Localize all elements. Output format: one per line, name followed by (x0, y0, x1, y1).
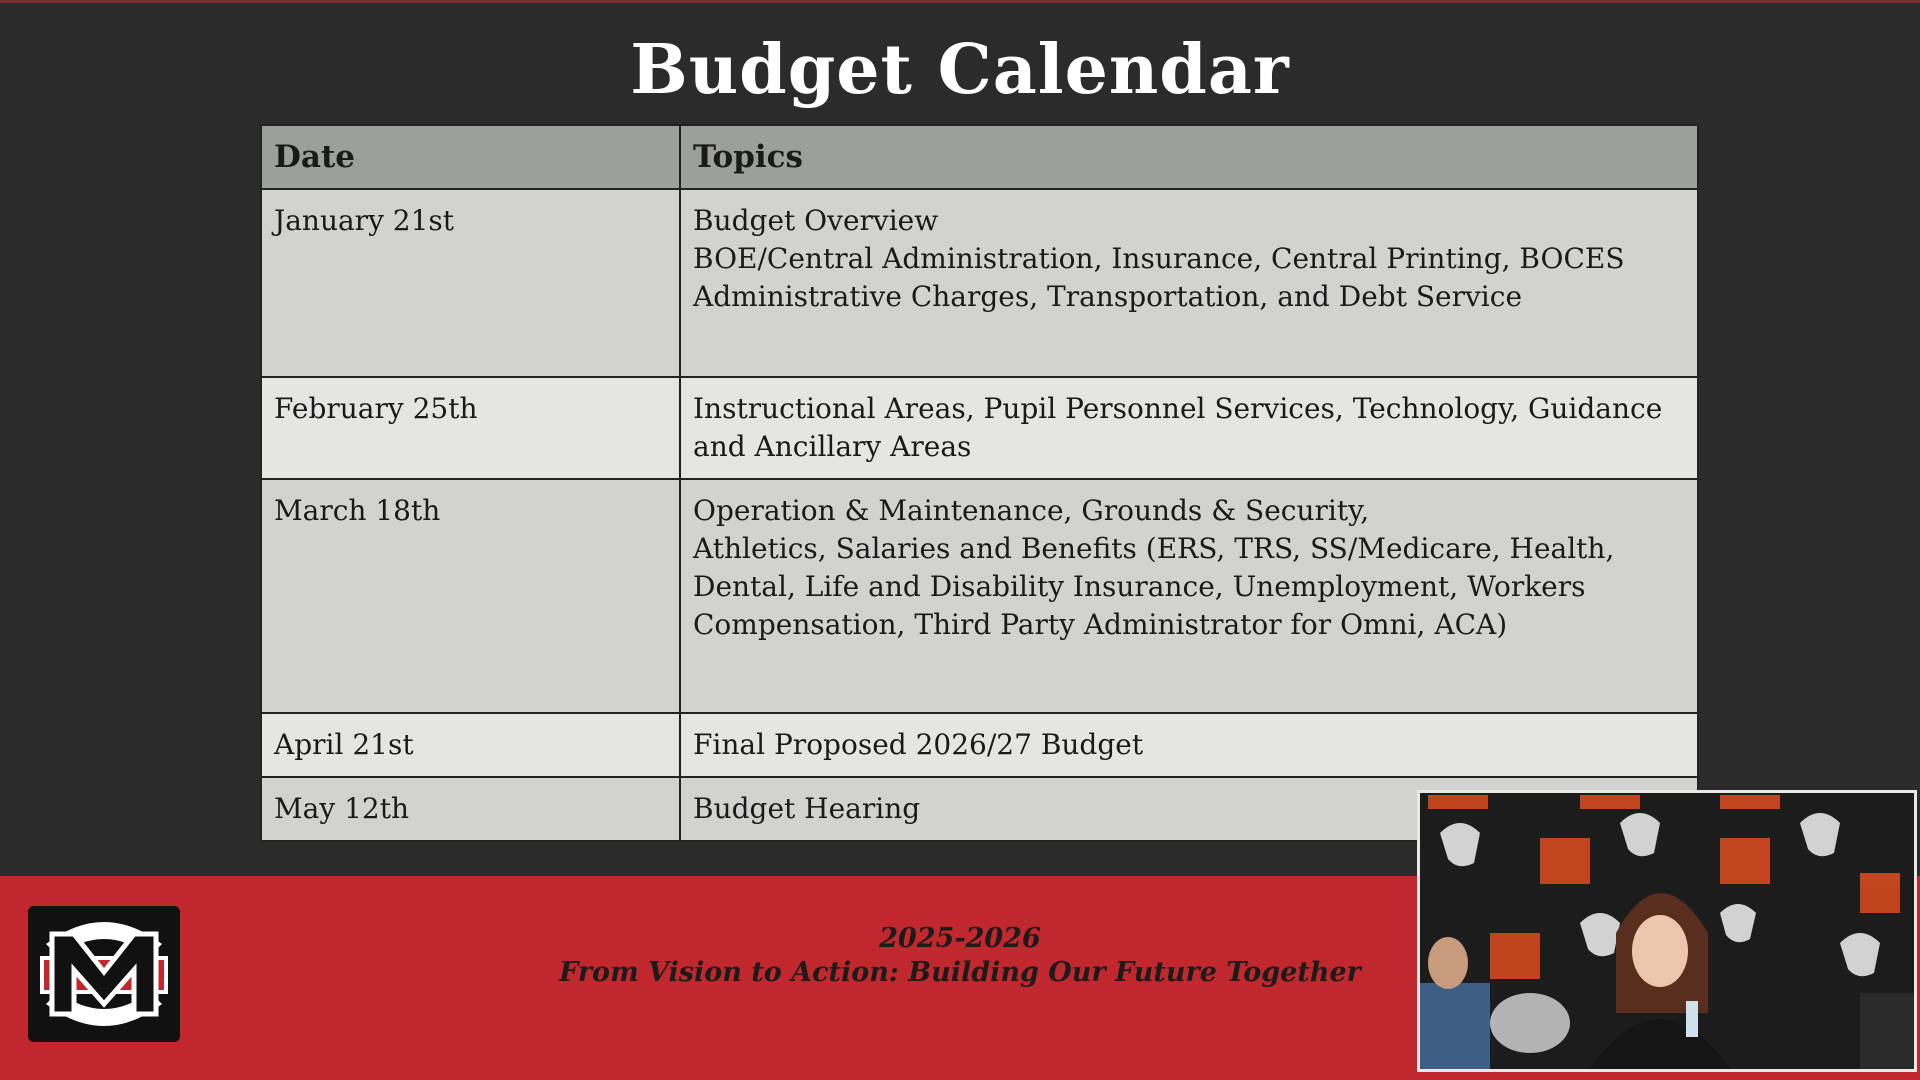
table-row (261, 189, 1698, 377)
row-date: May 12th (261, 777, 680, 841)
top-rule (0, 0, 1920, 3)
header-topics: Topics (680, 125, 1698, 189)
table-row (261, 377, 1698, 479)
topic-line: Budget Hearing (693, 792, 921, 825)
row-date: February 25th (261, 377, 680, 479)
table-header-row (261, 125, 1698, 189)
video-inset (1417, 790, 1917, 1072)
slide-title: Budget Calendar (630, 30, 1290, 110)
camera-feed-image (1420, 793, 1914, 1069)
motto: From Vision to Action: Building Our Future Together (559, 957, 1361, 988)
topic-line: Budget Overview (693, 204, 939, 237)
topic-line: Operation & Maintenance, Grounds & Security, (693, 494, 1370, 527)
row-topics (680, 479, 1698, 713)
budget-calendar-table (260, 124, 1699, 842)
row-date: March 18th (261, 479, 680, 713)
row-date: January 21st (261, 189, 680, 377)
topic-line: Instructional Areas, Pupil Personnel Services, Technology, Guidance and Ancillary Areas (693, 392, 1663, 463)
header-date: Date (261, 125, 680, 189)
table-row (261, 479, 1698, 713)
topic-line: BOE/Central Administration, Insurance, Central Printing, BOCES Administrative Charges, Transportation, and Debt Service (693, 242, 1625, 313)
topic-line: Final Proposed 2026/27 Budget (693, 728, 1144, 761)
school-logo (26, 904, 182, 1044)
school-year: 2025-2026 (879, 923, 1041, 954)
row-topics (680, 189, 1698, 377)
row-topics (680, 713, 1698, 777)
row-topics (680, 377, 1698, 479)
footer-tagline (520, 922, 1400, 990)
table-row (261, 713, 1698, 777)
topic-line: Athletics, Salaries and Benefits (ERS, TRS, SS/Medicare, Health, Dental, Life and Disability Insurance, Unemployment, Workers Compensation, Third Party Administrator for Omni, ACA) (693, 532, 1615, 641)
row-date: April 21st (261, 713, 680, 777)
